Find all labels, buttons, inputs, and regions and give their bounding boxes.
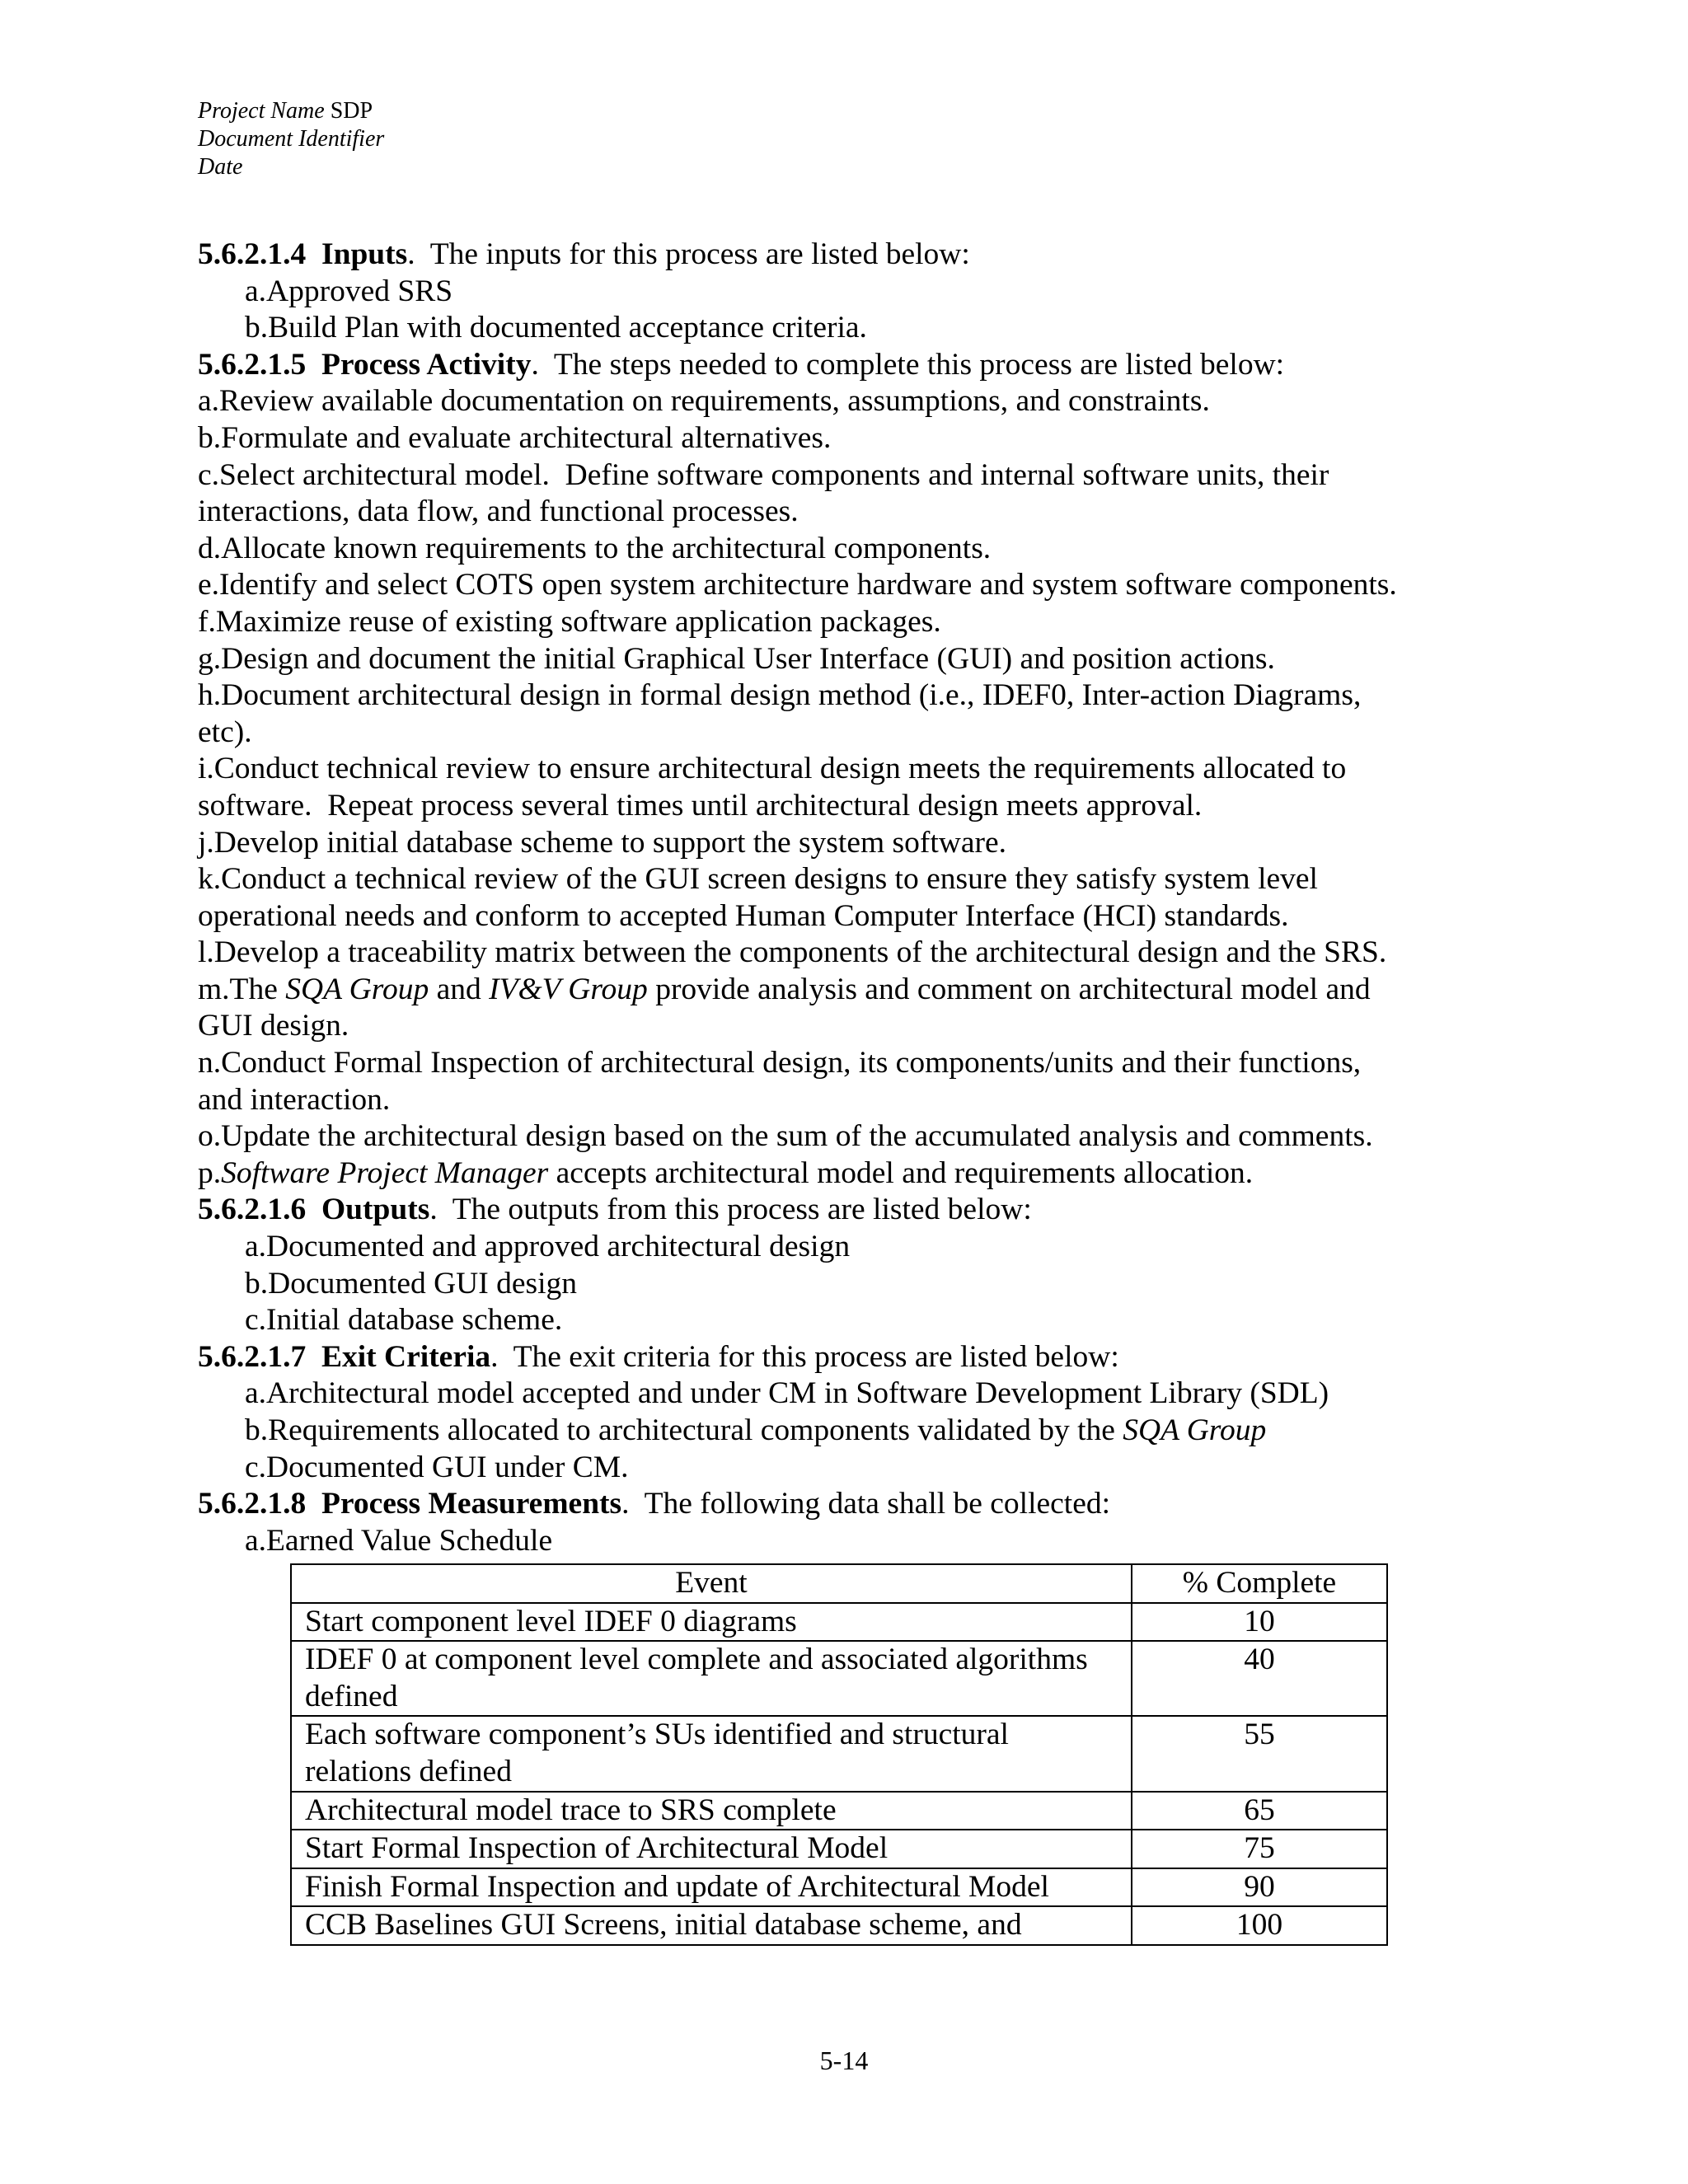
project-name-value: SDP (330, 98, 373, 124)
list-item: m.The SQA Group and IV&V Group provide analysis and comment on architectural model and (198, 972, 1371, 1006)
percent-cell: 100 (1132, 1906, 1387, 1945)
list-item: e.Identify and select COTS open system architecture hardware and system software components. (198, 568, 1397, 602)
page-header (198, 97, 384, 181)
list-item: a.Architectural model accepted and under CM in Software Development Library (SDL) (245, 1376, 1329, 1411)
list-item: b.Requirements allocated to architectural components validated by the SQA Group (245, 1413, 1267, 1447)
list-item: n.Conduct Formal Inspection of architectural design, its components/units and their functions, (198, 1046, 1362, 1080)
section-heading-outputs: 5.6.2.1.6 Outputs. The outputs from this process are listed below: (198, 1193, 1032, 1227)
list-item: h.Document architectural design in formal design method (i.e., IDEF0, Inter-action Diagrams, (198, 678, 1362, 713)
list-item-continued: GUI design. (198, 1009, 349, 1043)
column-header-percent-complete: % Complete (1132, 1564, 1387, 1603)
percent-cell: 55 (1132, 1716, 1387, 1791)
list-item: c.Initial database scheme. (245, 1303, 563, 1338)
list-item: a.Earned Value Schedule (245, 1523, 553, 1558)
event-cell: CCB Baselines GUI Screens, initial database scheme, and (291, 1906, 1132, 1945)
list-item: j.Develop initial database scheme to support the system software. (198, 825, 1006, 860)
event-cell: Finish Formal Inspection and update of Architectural Model (291, 1868, 1132, 1907)
list-item: p.Software Project Manager accepts architectural model and requirements allocation. (198, 1155, 1254, 1190)
project-name-label: Project Name (198, 98, 325, 124)
event-cell: Start component level IDEF 0 diagrams (291, 1603, 1132, 1642)
table-row (291, 1716, 1387, 1791)
list-item: b.Build Plan with documented acceptance criteria. (245, 311, 867, 345)
list-item: c.Select architectural model. Define software components and internal software units, their (198, 457, 1329, 492)
list-item: k.Conduct a technical review of the GUI screen designs to ensure they satisfy system level (198, 862, 1318, 897)
document-identifier: Document Identifier (198, 126, 385, 152)
list-item: i.Conduct technical review to ensure architectural design meets the requirements allocated to (198, 752, 1347, 786)
section-heading-inputs: 5.6.2.1.4 Inputs. The inputs for this process are listed below: (198, 237, 970, 271)
page-number: 5-14 (819, 2046, 869, 2075)
list-item: b.Documented GUI design (245, 1266, 578, 1301)
table-row (291, 1792, 1387, 1830)
list-item-continued: software. Repeat process several times until architectural design meets approval. (198, 788, 1203, 823)
list-item-continued: operational needs and conform to accepted Human Computer Interface (HCI) standards. (198, 898, 1289, 933)
percent-cell: 40 (1132, 1641, 1387, 1716)
list-item: a.Documented and approved architectural design (245, 1230, 851, 1264)
body-text (198, 237, 1517, 1559)
list-item-continued: interactions, data flow, and functional processes. (198, 494, 799, 529)
list-item: d.Allocate known requirements to the architectural components. (198, 531, 992, 565)
table-row (291, 1868, 1387, 1907)
percent-cell: 90 (1132, 1868, 1387, 1907)
list-item: b.Formulate and evaluate architectural alternatives. (198, 420, 832, 455)
list-item: o.Update the architectural design based on the sum of the accumulated analysis and comments. (198, 1119, 1373, 1154)
percent-cell: 65 (1132, 1792, 1387, 1830)
event-cell: Start Formal Inspection of Architectural Model (291, 1830, 1132, 1868)
list-item: c.Documented GUI under CM. (245, 1450, 629, 1484)
section-heading-process-measurements: 5.6.2.1.8 Process Measurements. The following data shall be collected: (198, 1487, 1111, 1521)
table-row (291, 1641, 1387, 1716)
event-cell: Each software component’s SUs identified and structural relations defined (291, 1716, 1132, 1791)
event-cell: Architectural model trace to SRS complete (291, 1792, 1132, 1830)
table-header-row (291, 1564, 1387, 1603)
table-row (291, 1603, 1387, 1642)
column-header-event: Event (291, 1564, 1132, 1603)
percent-cell: 10 (1132, 1603, 1387, 1642)
event-cell: IDEF 0 at component level complete and associated algorithms defined (291, 1641, 1132, 1716)
list-item: f.Maximize reuse of existing software application packages. (198, 604, 941, 639)
list-item: l.Develop a traceability matrix between the components of the architectural design and the SRS. (198, 935, 1387, 970)
list-item: a.Review available documentation on requirements, assumptions, and constraints. (198, 384, 1210, 419)
list-item-continued: etc). (198, 715, 252, 749)
list-item-continued: and interaction. (198, 1082, 391, 1117)
percent-cell: 75 (1132, 1830, 1387, 1868)
table-row (291, 1906, 1387, 1945)
document-date: Date (198, 154, 243, 180)
list-item: g.Design and document the initial Graphical User Interface (GUI) and position actions. (198, 641, 1275, 676)
section-heading-exit-criteria: 5.6.2.1.7 Exit Criteria. The exit criteria for this process are listed below: (198, 1339, 1119, 1374)
table-row (291, 1830, 1387, 1868)
earned-value-table (290, 1563, 1388, 1946)
list-item: a.Approved SRS (245, 274, 453, 308)
section-heading-process-activity: 5.6.2.1.5 Process Activity. The steps needed to complete this process are listed below: (198, 347, 1285, 382)
